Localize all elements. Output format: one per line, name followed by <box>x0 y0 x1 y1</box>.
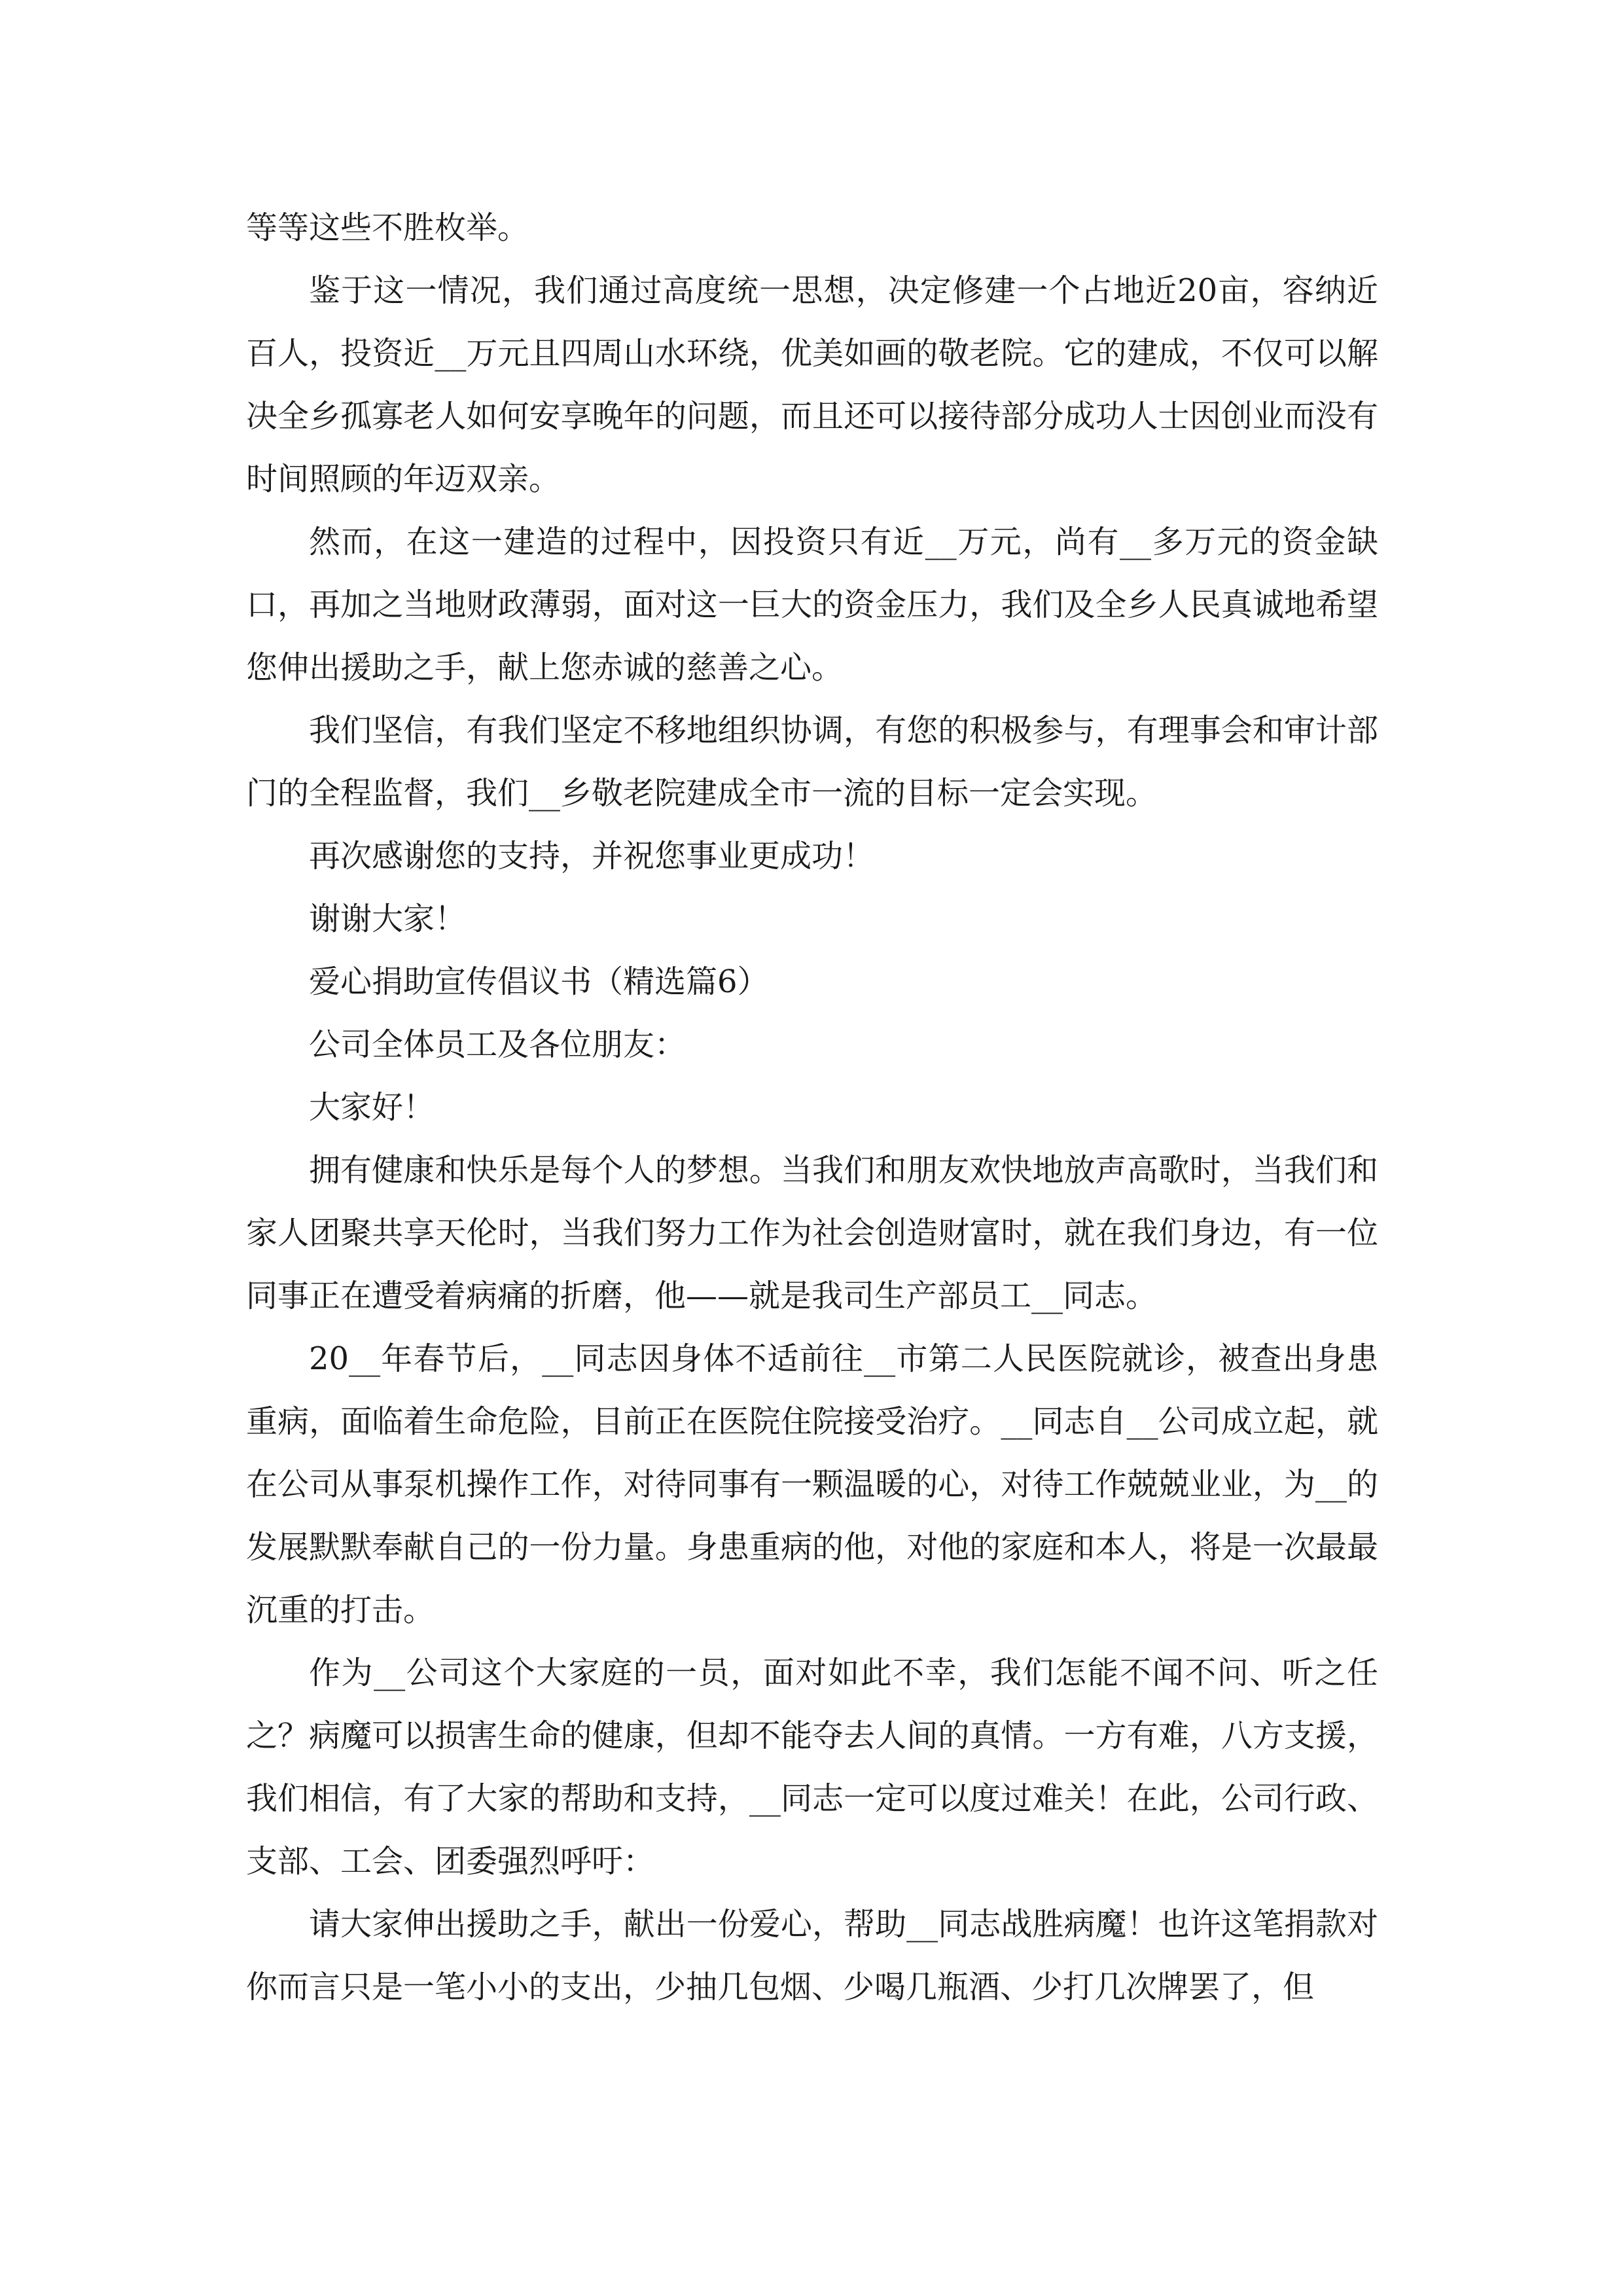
document-body <box>246 196 1378 2018</box>
paragraph-2: 鉴于这一情况，我们通过高度统一思想，决定修建一个占地近20亩，容纳近百人，投资近__万元且四周山水环绕，优美如画的敬老院。它的建成，不仅可以解决全乡孤寡老人如何安享晚年的问题，而且还可以接待部分成功人士因创业而没有时间照顾的年迈双亲。 <box>246 272 1378 497</box>
salutation: 公司全体员工及各位朋友： <box>309 1026 687 1063</box>
paragraph-13: 请大家伸出援助之手，献出一份爱心，帮助__同志战胜病魔！也许这笔捐款对你而言只是一笔小小的支出，少抽几包烟、少喝几瓶酒、少打几次牌罢了，但 <box>246 1906 1378 2005</box>
greeting: 大家好！ <box>309 1089 435 1126</box>
paragraph-10: 拥有健康和快乐是每个人的梦想。当我们和朋友欢快地放声高歌时，当我们和家人团聚共享天伦时，当我们努力工作为社会创造财富时，就在我们身边，有一位同事正在遭受着病痛的折磨，他——就是我司生产部员工__同志。 <box>246 1152 1378 1314</box>
paragraph-1: 等等这些不胜枚举。 <box>246 209 529 246</box>
section-title: 爱心捐助宣传倡议书（精选篇6） <box>309 963 769 1000</box>
paragraph-11: 20__年春节后，__同志因身体不适前往__市第二人民医院就诊，被查出身患重病，面临着生命危险，目前正在医院住院接受治疗。__同志自__公司成立起，就在公司从事泵机操作工作，对待同事有一颗温暖的心，对待工作兢兢业业，为__的发展默默奉献自己的一份力量。身患重病的他，对他的家庭和本人，将是一次最最沉重的打击。 <box>246 1340 1378 1628</box>
paragraph-3: 然而，在这一建造的过程中，因投资只有近__万元，尚有__多万元的资金缺口，再加之当地财政薄弱，面对这一巨大的资金压力，我们及全乡人民真诚地希望您伸出援助之手，献上您赤诚的慈善之心。 <box>246 524 1378 686</box>
paragraph-4: 我们坚信，有我们坚定不移地组织协调，有您的积极参与，有理事会和审计部门的全程监督，我们__乡敬老院建成全市一流的目标一定会实现。 <box>246 712 1378 812</box>
paragraph-5: 再次感谢您的支持，并祝您事业更成功！ <box>309 838 875 874</box>
paragraph-6: 谢谢大家！ <box>309 901 467 937</box>
paragraph-12: 作为__公司这个大家庭的一员，面对如此不幸，我们怎能不闻不问、听之任之？病魔可以损害生命的健康，但却不能夺去人间的真情。一方有难，八方支援，我们相信，有了大家的帮助和支持，__同志一定可以度过难关！在此，公司行政、支部、工会、团委强烈呼吁： <box>246 1655 1378 1880</box>
